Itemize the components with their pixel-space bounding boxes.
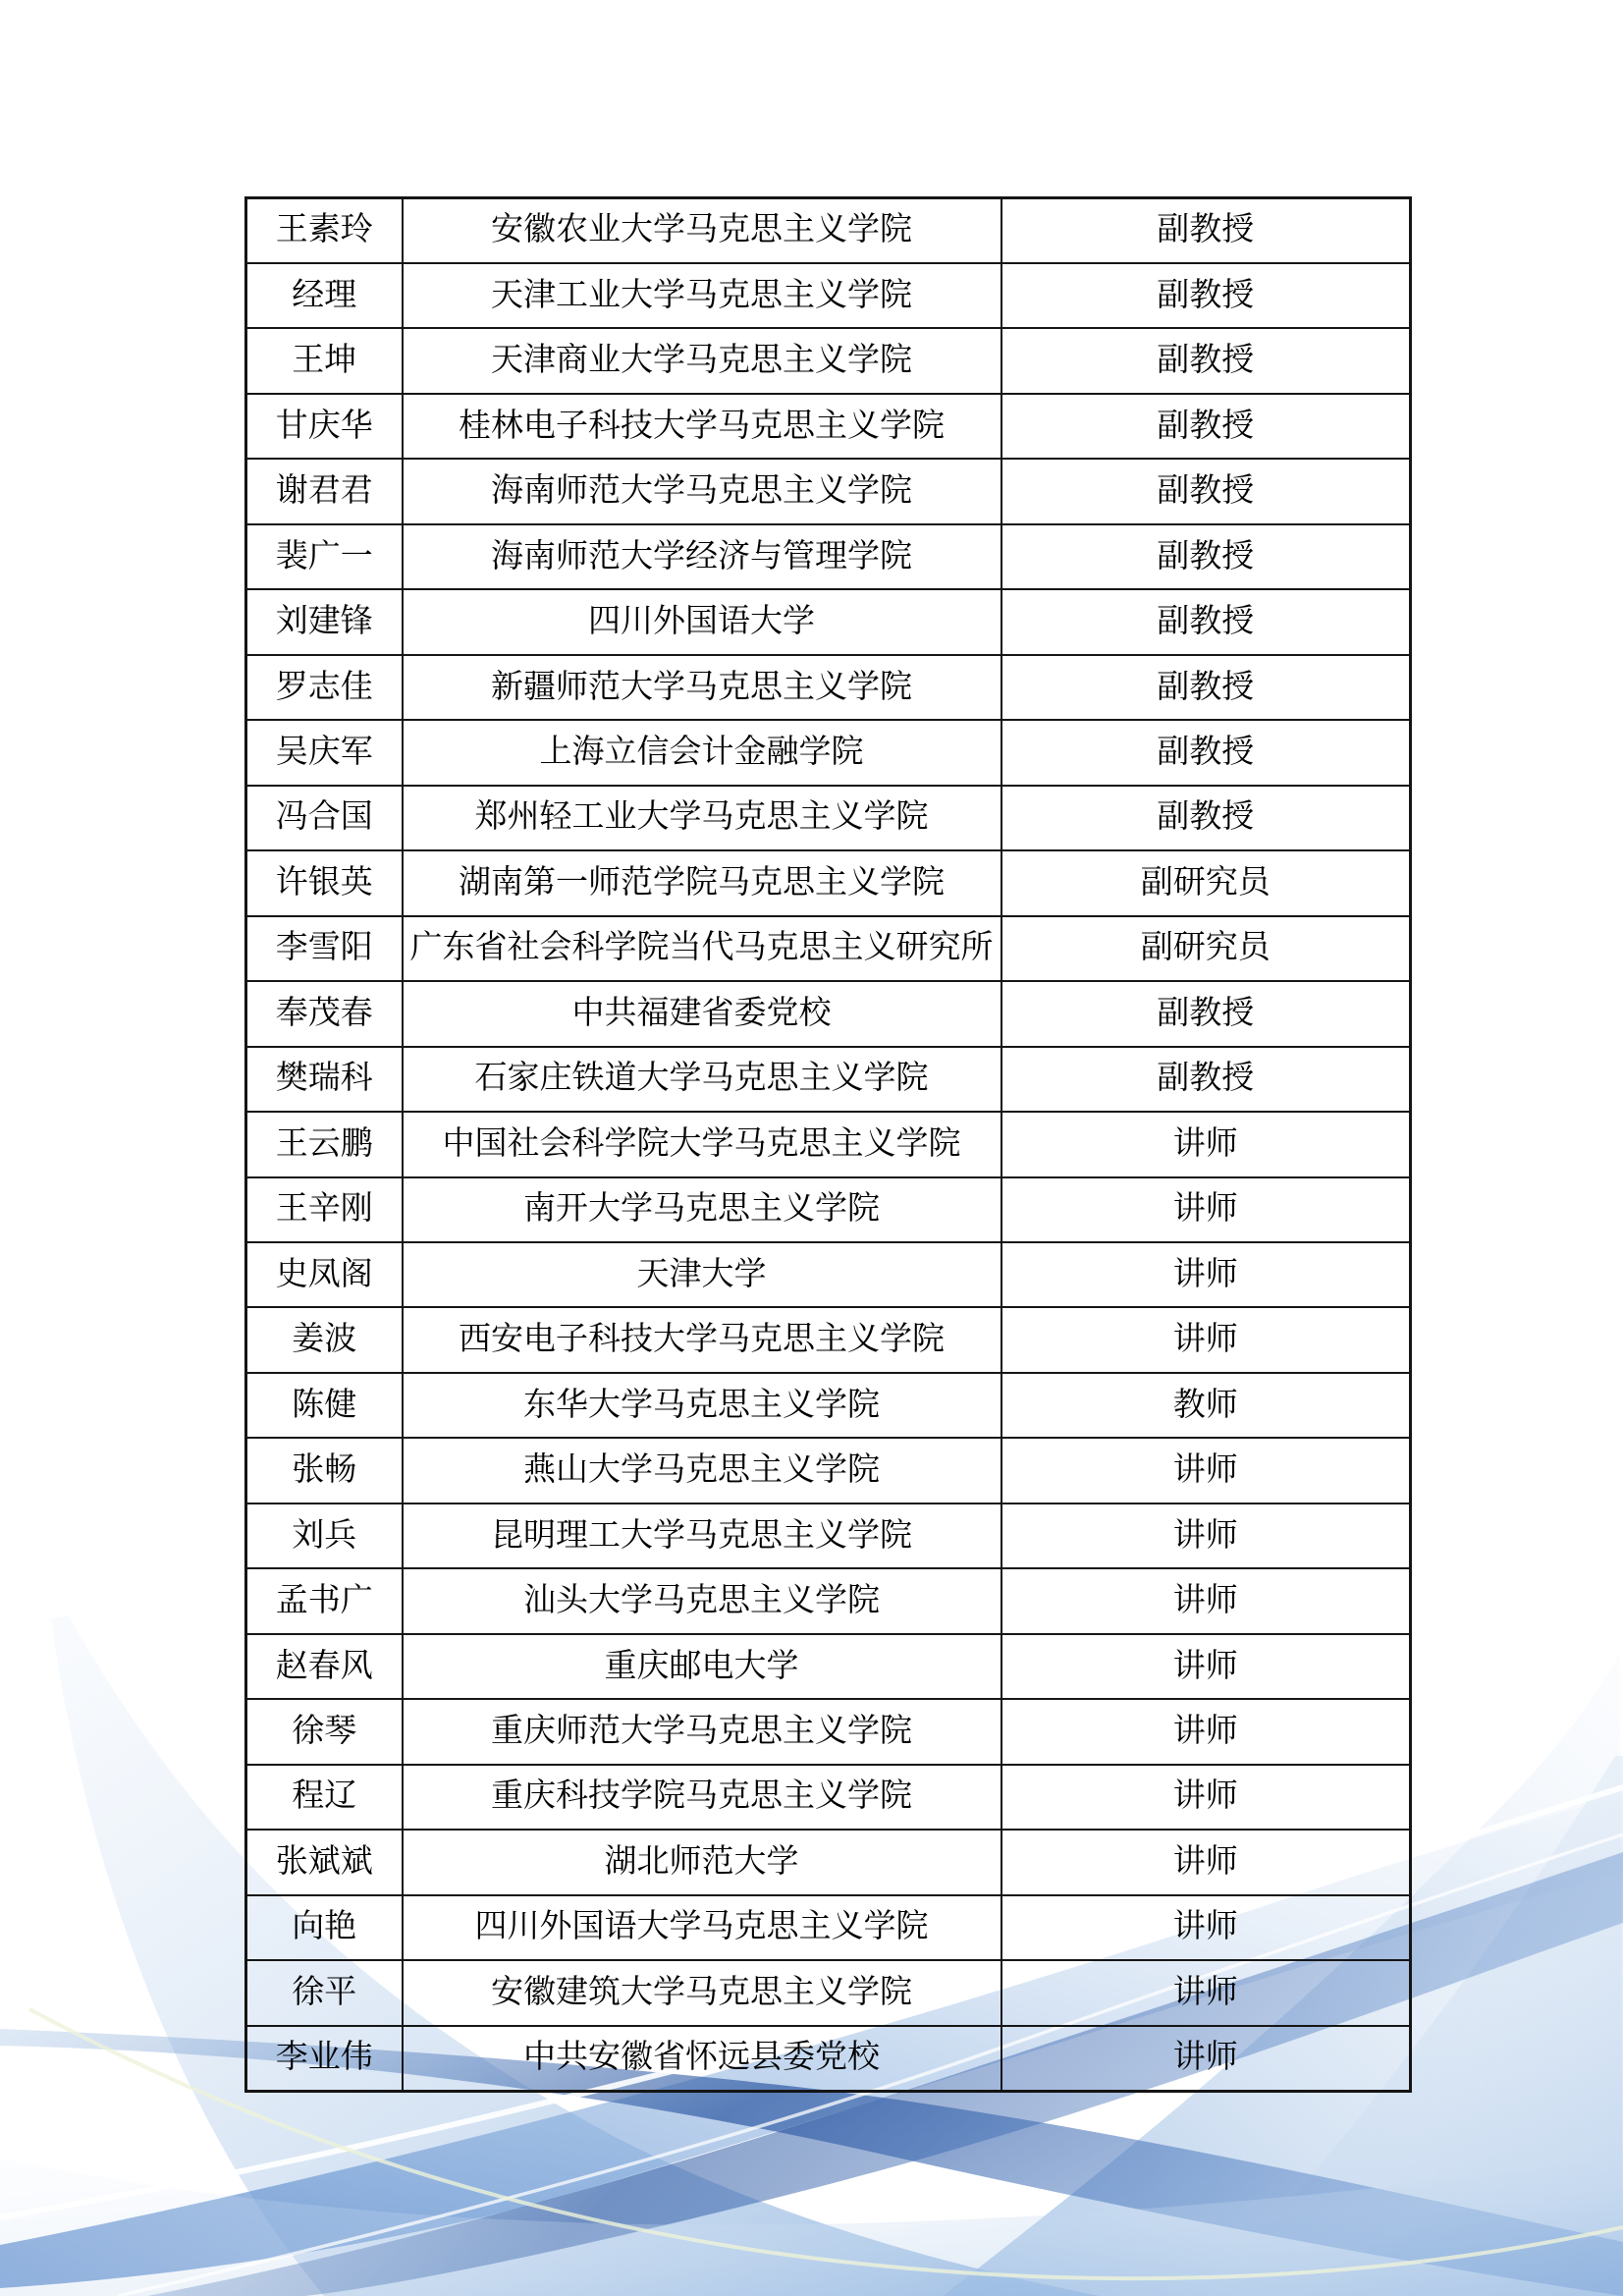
institution-cell: 四川外国语大学 bbox=[403, 589, 1001, 654]
name-cell: 经理 bbox=[246, 263, 403, 328]
name-cell: 姜波 bbox=[246, 1307, 403, 1372]
name-cell: 吴庆军 bbox=[246, 720, 403, 785]
title-cell: 讲师 bbox=[1001, 1830, 1411, 1894]
institution-cell: 上海立信会计金融学院 bbox=[403, 720, 1001, 785]
table-row bbox=[246, 1177, 1411, 1242]
title-cell: 副教授 bbox=[1001, 328, 1411, 393]
institution-cell: 汕头大学马克思主义学院 bbox=[403, 1568, 1001, 1633]
title-cell: 副教授 bbox=[1001, 198, 1411, 263]
title-cell: 教师 bbox=[1001, 1373, 1411, 1438]
institution-cell: 燕山大学马克思主义学院 bbox=[403, 1438, 1001, 1503]
title-cell: 讲师 bbox=[1001, 1765, 1411, 1830]
title-cell: 讲师 bbox=[1001, 1438, 1411, 1503]
name-cell: 谢君君 bbox=[246, 459, 403, 523]
table-row bbox=[246, 850, 1411, 915]
table-row bbox=[246, 2026, 1411, 2091]
table-row bbox=[246, 1373, 1411, 1438]
roster-table-body bbox=[246, 198, 1411, 2092]
name-cell: 李业伟 bbox=[246, 2026, 403, 2091]
name-cell: 李雪阳 bbox=[246, 916, 403, 981]
institution-cell: 重庆师范大学马克思主义学院 bbox=[403, 1699, 1001, 1764]
name-cell: 徐琴 bbox=[246, 1699, 403, 1764]
title-cell: 副教授 bbox=[1001, 459, 1411, 523]
table-row bbox=[246, 1112, 1411, 1176]
roster-table bbox=[244, 196, 1412, 2093]
name-cell: 许银英 bbox=[246, 850, 403, 915]
title-cell: 讲师 bbox=[1001, 1699, 1411, 1764]
table-row bbox=[246, 394, 1411, 459]
table-row bbox=[246, 1634, 1411, 1699]
institution-cell: 中共福建省委党校 bbox=[403, 981, 1001, 1046]
table-row bbox=[246, 720, 1411, 785]
table-row bbox=[246, 263, 1411, 328]
institution-cell: 中共安徽省怀远县委党校 bbox=[403, 2026, 1001, 2091]
name-cell: 孟书广 bbox=[246, 1568, 403, 1633]
title-cell: 副研究员 bbox=[1001, 850, 1411, 915]
institution-cell: 四川外国语大学马克思主义学院 bbox=[403, 1895, 1001, 1960]
title-cell: 副教授 bbox=[1001, 655, 1411, 720]
table-row bbox=[246, 1830, 1411, 1894]
name-cell: 张畅 bbox=[246, 1438, 403, 1503]
table-row bbox=[246, 524, 1411, 589]
title-cell: 副研究员 bbox=[1001, 916, 1411, 981]
institution-cell: 新疆师范大学马克思主义学院 bbox=[403, 655, 1001, 720]
institution-cell: 湖南第一师范学院马克思主义学院 bbox=[403, 850, 1001, 915]
name-cell: 樊瑞科 bbox=[246, 1047, 403, 1112]
institution-cell: 重庆科技学院马克思主义学院 bbox=[403, 1765, 1001, 1830]
institution-cell: 天津商业大学马克思主义学院 bbox=[403, 328, 1001, 393]
table-row bbox=[246, 589, 1411, 654]
name-cell: 裴广一 bbox=[246, 524, 403, 589]
name-cell: 冯合国 bbox=[246, 786, 403, 850]
name-cell: 王云鹏 bbox=[246, 1112, 403, 1176]
name-cell: 史凤阁 bbox=[246, 1242, 403, 1307]
institution-cell: 东华大学马克思主义学院 bbox=[403, 1373, 1001, 1438]
institution-cell: 安徽农业大学马克思主义学院 bbox=[403, 198, 1001, 263]
title-cell: 副教授 bbox=[1001, 981, 1411, 1046]
institution-cell: 中国社会科学院大学马克思主义学院 bbox=[403, 1112, 1001, 1176]
institution-cell: 海南师范大学马克思主义学院 bbox=[403, 459, 1001, 523]
institution-cell: 南开大学马克思主义学院 bbox=[403, 1177, 1001, 1242]
title-cell: 讲师 bbox=[1001, 1112, 1411, 1176]
institution-cell: 安徽建筑大学马克思主义学院 bbox=[403, 1960, 1001, 2025]
table-row bbox=[246, 916, 1411, 981]
table-row bbox=[246, 1699, 1411, 1764]
institution-cell: 郑州轻工业大学马克思主义学院 bbox=[403, 786, 1001, 850]
institution-cell: 海南师范大学经济与管理学院 bbox=[403, 524, 1001, 589]
institution-cell: 重庆邮电大学 bbox=[403, 1634, 1001, 1699]
title-cell: 讲师 bbox=[1001, 1307, 1411, 1372]
name-cell: 王素玲 bbox=[246, 198, 403, 263]
table-row bbox=[246, 1438, 1411, 1503]
name-cell: 张斌斌 bbox=[246, 1830, 403, 1894]
title-cell: 讲师 bbox=[1001, 2026, 1411, 2091]
table-row bbox=[246, 1960, 1411, 2025]
title-cell: 讲师 bbox=[1001, 1177, 1411, 1242]
name-cell: 陈健 bbox=[246, 1373, 403, 1438]
name-cell: 赵春风 bbox=[246, 1634, 403, 1699]
table-row bbox=[246, 198, 1411, 263]
table-row bbox=[246, 1503, 1411, 1568]
name-cell: 刘建锋 bbox=[246, 589, 403, 654]
name-cell: 王坤 bbox=[246, 328, 403, 393]
title-cell: 讲师 bbox=[1001, 1242, 1411, 1307]
table-row bbox=[246, 1047, 1411, 1112]
title-cell: 副教授 bbox=[1001, 786, 1411, 850]
table-row bbox=[246, 1242, 1411, 1307]
title-cell: 讲师 bbox=[1001, 1895, 1411, 1960]
name-cell: 奉茂春 bbox=[246, 981, 403, 1046]
title-cell: 副教授 bbox=[1001, 394, 1411, 459]
title-cell: 讲师 bbox=[1001, 1568, 1411, 1633]
institution-cell: 湖北师范大学 bbox=[403, 1830, 1001, 1894]
table-row bbox=[246, 1895, 1411, 1960]
name-cell: 罗志佳 bbox=[246, 655, 403, 720]
title-cell: 副教授 bbox=[1001, 263, 1411, 328]
table-row bbox=[246, 981, 1411, 1046]
institution-cell: 昆明理工大学马克思主义学院 bbox=[403, 1503, 1001, 1568]
table-row bbox=[246, 1307, 1411, 1372]
title-cell: 副教授 bbox=[1001, 589, 1411, 654]
name-cell: 王辛刚 bbox=[246, 1177, 403, 1242]
table-row bbox=[246, 459, 1411, 523]
institution-cell: 天津大学 bbox=[403, 1242, 1001, 1307]
table-row bbox=[246, 1568, 1411, 1633]
title-cell: 副教授 bbox=[1001, 1047, 1411, 1112]
table-row bbox=[246, 655, 1411, 720]
name-cell: 程辽 bbox=[246, 1765, 403, 1830]
title-cell: 副教授 bbox=[1001, 524, 1411, 589]
institution-cell: 天津工业大学马克思主义学院 bbox=[403, 263, 1001, 328]
name-cell: 徐平 bbox=[246, 1960, 403, 2025]
institution-cell: 石家庄铁道大学马克思主义学院 bbox=[403, 1047, 1001, 1112]
title-cell: 讲师 bbox=[1001, 1960, 1411, 2025]
title-cell: 讲师 bbox=[1001, 1503, 1411, 1568]
table-row bbox=[246, 786, 1411, 850]
institution-cell: 桂林电子科技大学马克思主义学院 bbox=[403, 394, 1001, 459]
name-cell: 甘庆华 bbox=[246, 394, 403, 459]
name-cell: 刘兵 bbox=[246, 1503, 403, 1568]
table-row bbox=[246, 328, 1411, 393]
table-row bbox=[246, 1765, 1411, 1830]
name-cell: 向艳 bbox=[246, 1895, 403, 1960]
title-cell: 讲师 bbox=[1001, 1634, 1411, 1699]
institution-cell: 广东省社会科学院当代马克思主义研究所 bbox=[403, 916, 1001, 981]
title-cell: 副教授 bbox=[1001, 720, 1411, 785]
institution-cell: 西安电子科技大学马克思主义学院 bbox=[403, 1307, 1001, 1372]
